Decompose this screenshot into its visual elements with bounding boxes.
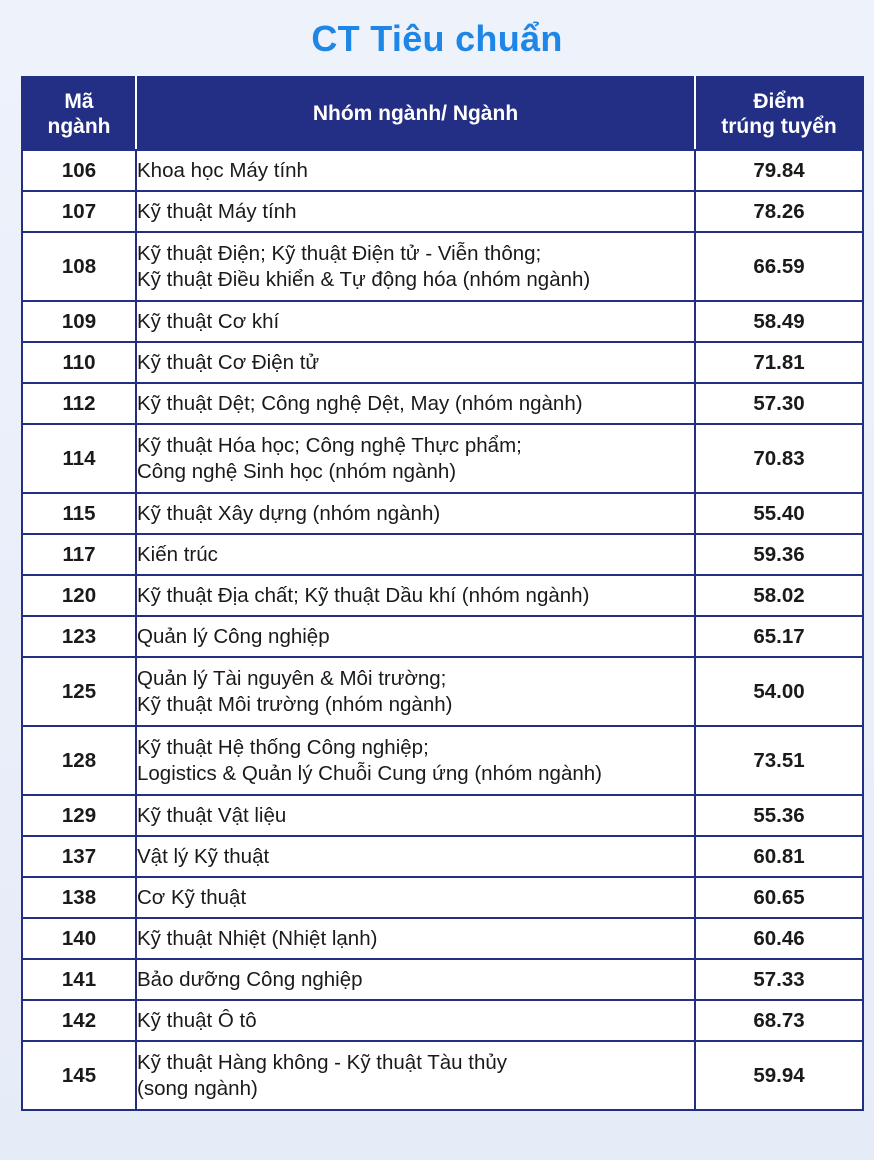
major-name-line: Kỹ thuật Cơ khí: [137, 309, 280, 333]
admission-score-cell: 71.81: [695, 342, 863, 383]
table-row: [22, 877, 863, 918]
major-code-cell: 110: [22, 342, 136, 383]
major-code-cell: 125: [22, 657, 136, 726]
major-name-line: Kỹ thuật Hệ thống Công nghiệp;: [137, 735, 429, 759]
admission-score-table: [21, 76, 864, 1111]
table-body: [22, 150, 863, 1110]
admission-score-cell: 68.73: [695, 1000, 863, 1041]
major-name-line: Kỹ thuật Địa chất; Kỹ thuật Dầu khí (nhóm ngành): [137, 583, 590, 607]
major-name-line: Bảo dưỡng Công nghiệp: [137, 967, 363, 991]
major-name-line: Quản lý Tài nguyên & Môi trường;: [137, 666, 447, 690]
major-code-cell: 141: [22, 959, 136, 1000]
admission-score-cell: 59.36: [695, 534, 863, 575]
table-row: [22, 795, 863, 836]
table-row: [22, 616, 863, 657]
major-name-cell: [136, 836, 695, 877]
major-name-line: Kỹ thuật Máy tính: [137, 199, 297, 223]
major-name-line: Kỹ thuật Hàng không - Kỹ thuật Tàu thủy: [137, 1050, 507, 1074]
admission-score-cell: 79.84: [695, 150, 863, 191]
table-row: [22, 424, 863, 493]
major-name-line: Kỹ thuật Vật liệu: [137, 803, 287, 827]
major-code-cell: 109: [22, 301, 136, 342]
admission-score-cell: 57.30: [695, 383, 863, 424]
table-row: [22, 232, 863, 301]
major-name-cell: [136, 1041, 695, 1110]
major-name-cell: [136, 726, 695, 795]
major-code-cell: 142: [22, 1000, 136, 1041]
major-code-cell: 138: [22, 877, 136, 918]
major-name-cell: [136, 301, 695, 342]
table-row: [22, 657, 863, 726]
major-name-line: Kỹ thuật Xây dựng (nhóm ngành): [137, 501, 441, 525]
table-row: [22, 1000, 863, 1041]
major-code-cell: 107: [22, 191, 136, 232]
admission-score-cell: 59.94: [695, 1041, 863, 1110]
major-name-line: Kỹ thuật Điều khiển & Tự động hóa (nhóm ngành): [137, 267, 591, 291]
major-name-line: Kỹ thuật Dệt; Công nghệ Dệt, May (nhóm ngành): [137, 391, 583, 415]
page-title: CT Tiêu chuẩn: [311, 18, 563, 59]
admission-score-cell: 60.46: [695, 918, 863, 959]
table-row: [22, 383, 863, 424]
table-row: [22, 301, 863, 342]
major-code-cell: 114: [22, 424, 136, 493]
major-name-cell: [136, 342, 695, 383]
major-code-cell: 112: [22, 383, 136, 424]
header-admission-score: Điểm trúng tuyển: [695, 77, 863, 150]
major-name-line: Kỹ thuật Nhiệt (Nhiệt lạnh): [137, 926, 378, 950]
major-code-cell: 108: [22, 232, 136, 301]
major-name-line: Kiến trúc: [137, 542, 218, 566]
table-row: [22, 836, 863, 877]
major-name-line: (song ngành): [137, 1076, 258, 1100]
admission-score-cell: 60.65: [695, 877, 863, 918]
admission-score-cell: 55.36: [695, 795, 863, 836]
table-row: [22, 1041, 863, 1110]
major-name-cell: [136, 616, 695, 657]
major-code-cell: 137: [22, 836, 136, 877]
admission-score-cell: 58.02: [695, 575, 863, 616]
admission-score-cell: 66.59: [695, 232, 863, 301]
major-name-cell: [136, 424, 695, 493]
major-name-cell: [136, 795, 695, 836]
table-row: [22, 342, 863, 383]
admission-score-cell: 55.40: [695, 493, 863, 534]
table-row: [22, 150, 863, 191]
major-code-cell: 140: [22, 918, 136, 959]
header-major-code: Mã ngành: [22, 77, 136, 150]
major-name-cell: [136, 959, 695, 1000]
major-name-cell: [136, 191, 695, 232]
major-name-cell: [136, 918, 695, 959]
admission-score-cell: 78.26: [695, 191, 863, 232]
admission-score-cell: 58.49: [695, 301, 863, 342]
admission-score-cell: 60.81: [695, 836, 863, 877]
major-name-cell: [136, 150, 695, 191]
major-name-line: Vật lý Kỹ thuật: [137, 844, 270, 868]
major-name-line: Kỹ thuật Môi trường (nhóm ngành): [137, 692, 453, 716]
major-name-cell: [136, 232, 695, 301]
major-name-cell: [136, 534, 695, 575]
table-row: [22, 493, 863, 534]
admission-score-cell: 70.83: [695, 424, 863, 493]
major-name-cell: [136, 1000, 695, 1041]
major-code-cell: 115: [22, 493, 136, 534]
major-name-line: Khoa học Máy tính: [137, 158, 308, 182]
major-code-cell: 120: [22, 575, 136, 616]
table-header-row: [22, 77, 863, 150]
table-row: [22, 575, 863, 616]
major-code-cell: 106: [22, 150, 136, 191]
table-row: [22, 191, 863, 232]
admission-score-cell: 57.33: [695, 959, 863, 1000]
major-name-line: Kỹ thuật Hóa học; Công nghệ Thực phẩm;: [137, 433, 522, 457]
table-row: [22, 726, 863, 795]
major-code-cell: 145: [22, 1041, 136, 1110]
admission-score-cell: 73.51: [695, 726, 863, 795]
major-name-line: Quản lý Công nghiệp: [137, 624, 330, 648]
major-name-line: Kỹ thuật Cơ Điện tử: [137, 350, 320, 374]
major-name-line: Công nghệ Sinh học (nhóm ngành): [137, 459, 457, 483]
admission-score-cell: 65.17: [695, 616, 863, 657]
major-code-cell: 129: [22, 795, 136, 836]
major-name-cell: [136, 493, 695, 534]
major-code-cell: 128: [22, 726, 136, 795]
major-name-cell: [136, 575, 695, 616]
major-name-line: Kỹ thuật Điện; Kỹ thuật Điện tử - Viễn thông;: [137, 241, 542, 265]
major-name-cell: [136, 657, 695, 726]
header-major-name: Nhóm ngành/ Ngành: [136, 77, 695, 150]
major-name-cell: [136, 877, 695, 918]
major-code-cell: 117: [22, 534, 136, 575]
major-code-cell: 123: [22, 616, 136, 657]
admission-score-cell: 54.00: [695, 657, 863, 726]
table-row: [22, 534, 863, 575]
table-row: [22, 918, 863, 959]
major-name-cell: [136, 383, 695, 424]
major-name-line: Cơ Kỹ thuật: [137, 885, 247, 909]
table-row: [22, 959, 863, 1000]
major-name-line: Kỹ thuật Ô tô: [137, 1008, 257, 1032]
major-name-line: Logistics & Quản lý Chuỗi Cung ứng (nhóm ngành): [137, 761, 602, 785]
